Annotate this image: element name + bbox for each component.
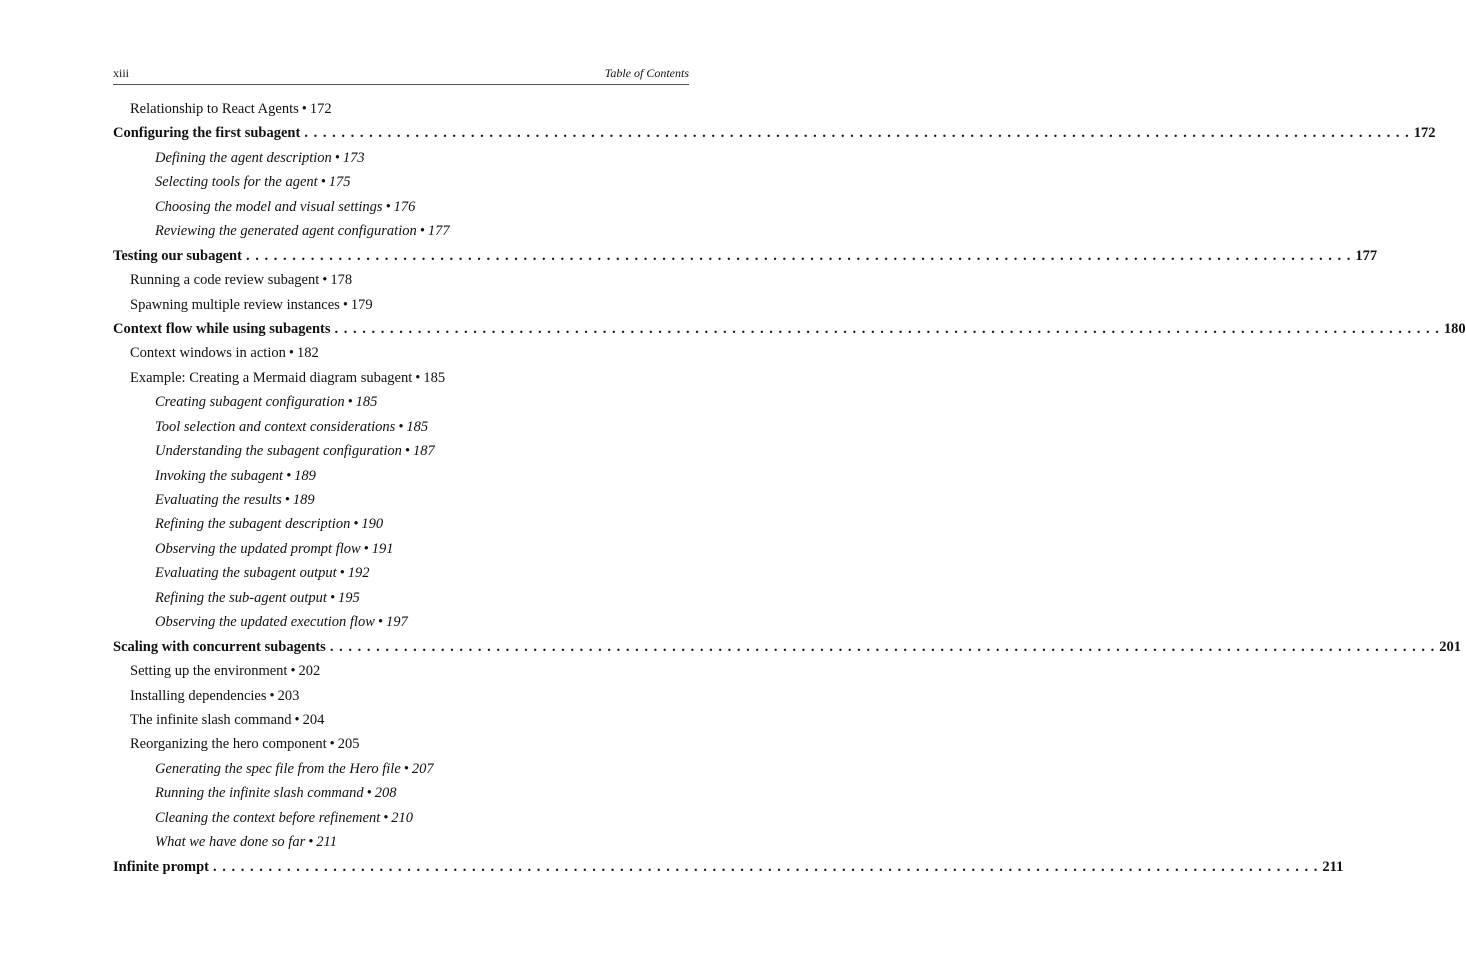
entry-title: Refining the sub-agent output <box>155 589 327 606</box>
entry-title: Reviewing the generated agent configuration <box>155 223 417 240</box>
entry-title: Creating subagent configuration <box>155 394 345 411</box>
entry-title: Scaling with concurrent subagents <box>113 638 326 655</box>
entry-page: 211 <box>1322 858 1344 875</box>
entry-page: 189 <box>294 467 316 484</box>
entry-page: 176 <box>393 198 416 215</box>
bullet-separator: • <box>415 369 421 386</box>
bullet-separator: • <box>398 418 404 435</box>
entry-page: 178 <box>330 272 353 289</box>
running-header <box>113 64 689 85</box>
entry-title: Spawning multiple review instances <box>130 296 340 313</box>
page-number: xiii <box>113 66 130 80</box>
toc-subsection-entry[interactable] <box>155 512 949 536</box>
toc-subsection-entry[interactable] <box>155 830 949 854</box>
dot-leader: . . . . . . . . . . . . . . . . . . . . . . . . . . . . . . . . . . . . . . . . . . . . . . . . . . . . . . . . . . . . . . . . . . . . . . . . . . . . . . . . . . . . . . . . . . . . . . . . . . . . . . . . . . . . . . . . . . . . . . . . <box>334 320 1440 337</box>
toc-subsection-entry[interactable] <box>155 806 949 830</box>
bullet-separator: • <box>322 272 328 289</box>
bullet-separator: • <box>290 663 296 680</box>
bullet-separator: • <box>385 198 391 215</box>
entry-title: Observing the updated execution flow <box>155 614 375 631</box>
entry-page: 182 <box>296 345 319 362</box>
entry-page: 207 <box>411 760 434 777</box>
dot-leader: . . . . . . . . . . . . . . . . . . . . . . . . . . . . . . . . . . . . . . . . . . . . . . . . . . . . . . . . . . . . . . . . . . . . . . . . . . . . . . . . . . . . . . . . . . . . . . . . . . . . . . . . . . . . . . . . . . . . . . . . <box>304 125 1410 142</box>
bullet-separator: • <box>342 296 348 313</box>
toc-subsection-entry[interactable] <box>155 195 949 219</box>
toc-section-entry[interactable] <box>130 708 924 732</box>
toc-subsection-entry[interactable] <box>155 586 949 610</box>
entry-page: 190 <box>361 516 384 533</box>
toc-subsection-entry[interactable] <box>155 390 949 414</box>
entry-title: Cleaning the context before refinement <box>155 809 381 826</box>
toc-chapter-entry[interactable] <box>113 317 1466 341</box>
entry-page: 195 <box>338 589 360 606</box>
bullet-separator: • <box>286 467 292 484</box>
toc-subsection-entry[interactable] <box>155 219 949 243</box>
toc-subsection-entry[interactable] <box>155 561 949 585</box>
bullet-separator: • <box>347 394 353 411</box>
entry-page: 172 <box>309 101 332 117</box>
bullet-separator: • <box>329 736 335 753</box>
toc-section-entry[interactable] <box>130 732 924 756</box>
entry-title: Defining the agent description <box>155 149 332 166</box>
entry-page: 201 <box>1439 638 1461 655</box>
entry-page: 211 <box>316 834 337 851</box>
entry-title: Installing dependencies <box>130 687 267 704</box>
entry-page: 180 <box>1443 320 1466 337</box>
bullet-separator: • <box>339 565 345 582</box>
entry-page: 202 <box>298 663 321 680</box>
entry-title: What we have done so far <box>155 834 306 851</box>
entry-title: Setting up the environment <box>130 663 288 680</box>
entry-title: Reorganizing the hero component <box>130 736 327 753</box>
bullet-separator: • <box>353 516 359 533</box>
entry-title: Configuring the first subagent <box>113 125 301 142</box>
entry-page: 177 <box>1355 247 1378 264</box>
entry-page: 179 <box>350 296 373 313</box>
toc-subsection-entry[interactable] <box>155 464 949 488</box>
bullet-separator: • <box>288 345 294 362</box>
entry-page: 185 <box>406 418 429 435</box>
toc-chapter-entry[interactable] <box>113 855 1344 879</box>
entry-page: 187 <box>412 443 435 460</box>
toc-section-entry[interactable] <box>130 97 924 121</box>
bullet-separator: • <box>329 589 336 606</box>
toc-section-entry[interactable] <box>130 268 924 292</box>
entry-title: Context flow while using subagents <box>113 320 331 337</box>
bullet-separator: • <box>404 443 410 460</box>
table-of-contents <box>0 97 1466 879</box>
toc-subsection-entry[interactable] <box>155 757 949 781</box>
entry-title: Selecting tools for the agent <box>155 174 318 191</box>
entry-title: Tool selection and context considerations <box>155 418 396 435</box>
entry-title: Refining the subagent description <box>155 516 351 533</box>
toc-chapter-entry[interactable] <box>113 244 1378 268</box>
toc-subsection-entry[interactable] <box>155 537 949 561</box>
dot-leader: . . . . . . . . . . . . . . . . . . . . . . . . . . . . . . . . . . . . . . . . . . . . . . . . . . . . . . . . . . . . . . . . . . . . . . . . . . . . . . . . . . . . . . . . . . . . . . . . . . . . . . . . . . . . . . . . . . . . . . . . <box>329 638 1436 655</box>
toc-section-entry[interactable] <box>130 366 924 390</box>
bullet-separator: • <box>366 785 372 802</box>
toc-subsection-entry[interactable] <box>155 781 949 805</box>
entry-title: Running the infinite slash command <box>155 785 364 802</box>
dot-leader: . . . . . . . . . . . . . . . . . . . . . . . . . . . . . . . . . . . . . . . . . . . . . . . . . . . . . . . . . . . . . . . . . . . . . . . . . . . . . . . . . . . . . . . . . . . . . . . . . . . . . . . . . . . . . . . . . . . . . . . . <box>245 247 1352 264</box>
bullet-separator: • <box>419 223 425 240</box>
bullet-separator: • <box>383 809 389 826</box>
entry-title: The infinite slash command <box>130 711 292 728</box>
bullet-separator: • <box>363 540 369 557</box>
bullet-separator: • <box>377 614 383 631</box>
entry-title: Evaluating the subagent output <box>155 565 337 582</box>
entry-title: Generating the spec file from the Hero file <box>155 760 401 777</box>
entry-page: 189 <box>292 492 315 508</box>
toc-subsection-entry[interactable] <box>155 439 949 463</box>
entry-title: Evaluating the results <box>155 492 282 508</box>
running-title: Table of Contents <box>604 66 689 80</box>
entry-page: 203 <box>277 687 300 704</box>
toc-subsection-entry[interactable] <box>155 170 949 194</box>
entry-page: 173 <box>342 149 365 166</box>
entry-page: 191 <box>371 540 394 557</box>
dot-leader: . . . . . . . . . . . . . . . . . . . . . . . . . . . . . . . . . . . . . . . . . . . . . . . . . . . . . . . . . . . . . . . . . . . . . . . . . . . . . . . . . . . . . . . . . . . . . . . . . . . . . . . . . . . . . . . . . . . . . . . . <box>213 858 1319 875</box>
entry-page: 208 <box>374 785 397 802</box>
toc-section-entry[interactable] <box>130 293 924 317</box>
bullet-separator: • <box>301 101 307 117</box>
entry-page: 192 <box>347 565 370 582</box>
toc-chapter-entry[interactable] <box>113 121 1436 145</box>
entry-page: 205 <box>337 736 360 753</box>
bullet-separator: • <box>294 711 300 728</box>
bullet-separator: • <box>403 760 409 777</box>
entry-title: Infinite prompt <box>113 858 210 875</box>
entry-title: Example: Creating a Mermaid diagram subagent <box>130 369 413 386</box>
entry-page: 185 <box>423 369 446 386</box>
bullet-separator: • <box>284 492 290 508</box>
bullet-separator: • <box>334 149 340 166</box>
entry-title: Understanding the subagent configuration <box>155 443 402 460</box>
bullet-separator: • <box>308 834 314 851</box>
toc-chapter-entry[interactable] <box>113 635 1461 659</box>
entry-title: Running a code review subagent <box>130 272 320 289</box>
bullet-separator: • <box>320 174 326 191</box>
toc-section-entry[interactable] <box>130 659 924 683</box>
toc-subsection-entry[interactable] <box>155 146 949 170</box>
toc-section-entry[interactable] <box>130 684 924 708</box>
entry-page: 204 <box>302 711 325 728</box>
entry-title: Relationship to React Agents <box>130 101 299 117</box>
bullet-separator: • <box>269 687 275 704</box>
entry-page: 172 <box>1413 125 1436 142</box>
toc-subsection-entry[interactable] <box>155 488 949 512</box>
toc-subsection-entry[interactable] <box>155 415 949 439</box>
toc-subsection-entry[interactable] <box>155 610 949 634</box>
entry-page: 210 <box>391 809 414 826</box>
entry-title: Context windows in action <box>130 345 286 362</box>
entry-title: Testing our subagent <box>113 247 242 264</box>
entry-page: 197 <box>385 614 408 631</box>
entry-title: Choosing the model and visual settings <box>155 198 383 215</box>
toc-section-entry[interactable] <box>130 341 924 365</box>
entry-page: 177 <box>427 223 450 240</box>
entry-page: 185 <box>355 394 378 411</box>
entry-title: Invoking the subagent <box>155 467 284 484</box>
entry-title: Observing the updated prompt flow <box>155 540 361 557</box>
entry-page: 175 <box>328 174 351 191</box>
